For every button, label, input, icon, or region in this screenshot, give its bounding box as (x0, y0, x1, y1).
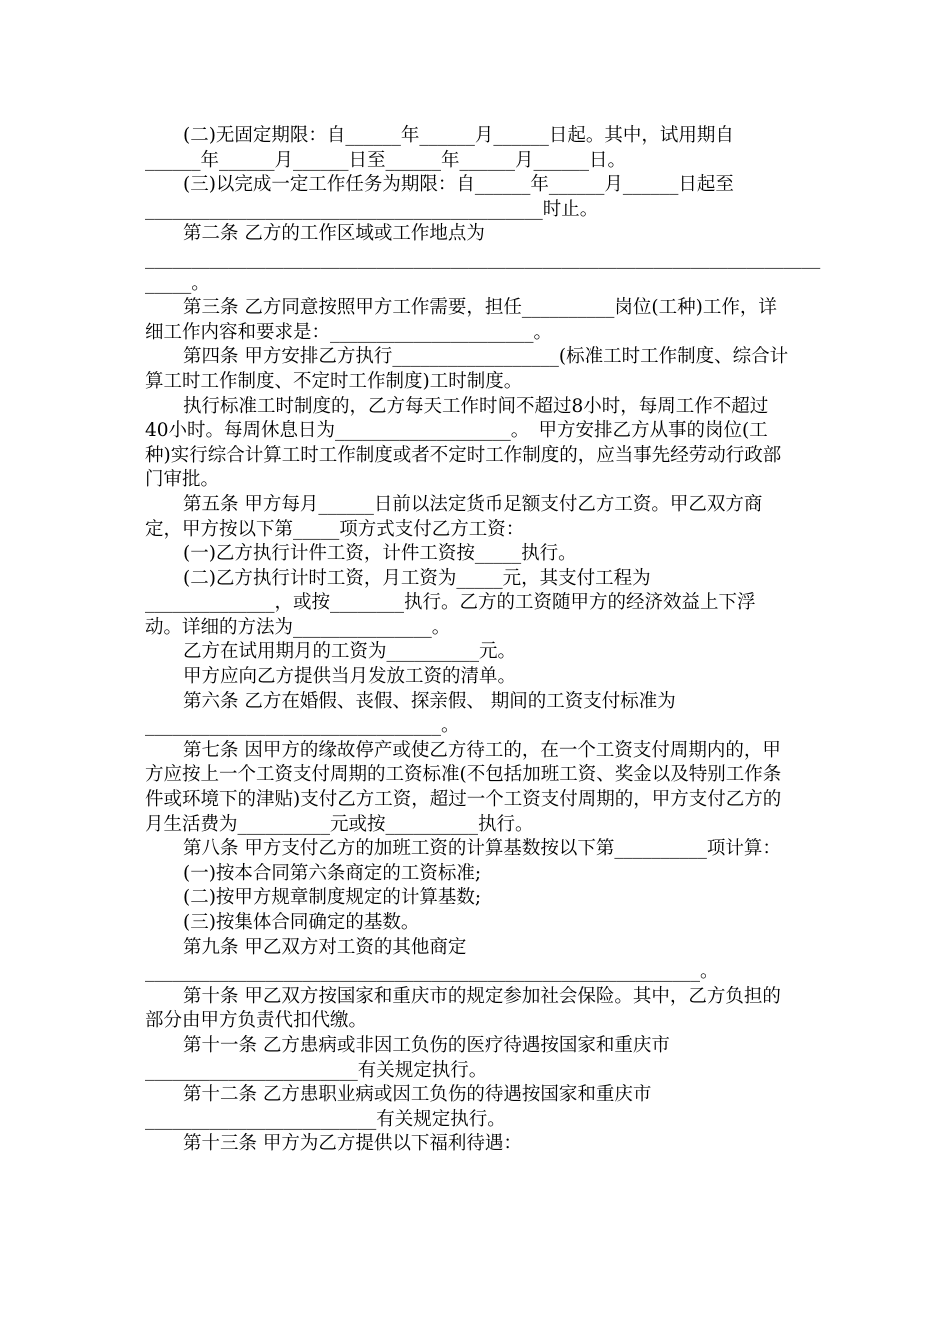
contract-line: 执行标准工时制度的，乙方每天工作时间不超过8小时，每周工作不超过 (183, 395, 769, 417)
contract-line: 第十二条 乙方患职业病或因工负伤的待遇按国家和重庆市 (183, 1084, 652, 1106)
contract-line: ______年______月______日至______年______月______日。 (145, 149, 627, 171)
contract-line: (二)按甲方规章制度规定的计算基数; (183, 887, 482, 909)
contract-line: 第十条 甲乙双方按国家和重庆市的规定参加社会保险。其中，乙方负担的 (183, 985, 781, 1007)
contract-line: (一)按本合同第六条商定的工资标准; (183, 862, 482, 884)
contract-page (145, 124, 821, 1157)
contract-line: 第八条 甲方支付乙方的加班工资的计算基数按以下第__________项计算： (183, 838, 781, 860)
contract-line: 第三条 乙方同意按照甲方工作需要，担任__________岗位(工种)工作，详 (183, 297, 777, 319)
contract-line: 第五条 甲方每月______日前以法定货币足额支付乙方工资。甲乙双方商 (183, 493, 763, 515)
contract-line: 部分由甲方负责代扣代缴。 (145, 1010, 368, 1032)
contract-line: 算工时工作制度、不定时工作制度)工时制度。 (145, 370, 523, 392)
contract-line: ___________________________________________时止。 (145, 198, 599, 220)
contract-line: (二)乙方执行计时工资，月工资为_____元，其支付工程为 (183, 567, 651, 589)
contract-line: _____。 (145, 272, 210, 294)
contract-line: ______________，或按________执行。乙方的工资随甲方的经济效益上下浮 (145, 592, 756, 614)
contract-line: (二)无固定期限：自______年______月______日起。其中，试用期自 (183, 125, 734, 146)
contract-line: _________________________有关规定执行。 (145, 1108, 506, 1130)
contract-line: (三)以完成一定工作任务为期限：自______年______月______日起至 (183, 174, 734, 196)
contract-line: 第十一条 乙方患病或非因工负伤的医疗待遇按国家和重庆市 (183, 1034, 670, 1056)
contract-line: 第六条 乙方在婚假、丧假、探亲假、 期间的工资支付标准为 (183, 690, 676, 712)
contract-line: 细工作内容和要求是：______________________。 (145, 321, 553, 343)
contract-line: 甲方应向乙方提供当月发放工资的清单。 (183, 666, 517, 688)
contract-line: 方应按上一个工资支付周期的工资标准(不包括加班工资、奖金以及特别工作条 (145, 764, 782, 786)
contract-line: _________________________________________________________________________ (145, 247, 821, 269)
contract-line: 月生活费为__________元或按__________执行。 (145, 813, 534, 835)
contract-line: 40小时。每周休息日为___________________。 甲方安排乙方从事的岗位(工 (145, 420, 768, 442)
contract-line: 定，甲方按以下第_____项方式支付乙方工资： (145, 518, 525, 540)
contract-line: ____________________________________________________________。 (145, 961, 719, 983)
contract-line: 件或环境下的津贴)支付乙方工资，超过一个工资支付周期的，甲方支付乙方的 (145, 789, 782, 811)
contract-line: (一)乙方执行计件工资，计件工资按_____执行。 (183, 543, 577, 565)
contract-line: 第七条 因甲方的缘故停产或使乙方待工的，在一个工资支付周期内的，甲 (183, 739, 781, 761)
contract-line: 第二条 乙方的工作区域或工作地点为 (183, 223, 485, 245)
contract-line: 第九条 甲乙双方对工资的其他商定 (183, 936, 467, 958)
contract-line: 第四条 甲方安排乙方执行__________________(标准工时工作制度、综合计 (183, 346, 789, 368)
contract-line: 门审批。 (145, 469, 220, 491)
contract-line: 种)实行综合计算工时工作制度或者不定时工作制度的，应当事先经劳动行政部 (145, 444, 782, 466)
contract-line: 乙方在试用期月的工资为__________元。 (183, 641, 517, 663)
contract-line: ________________________________。 (145, 715, 460, 737)
contract-line: _______________________有关规定执行。 (145, 1059, 488, 1081)
contract-line: 动。详细的方法为_______________。 (145, 616, 451, 638)
contract-line: (三)按集体合同确定的基数。 (183, 912, 420, 933)
contract-line: 第十三条 甲方为乙方提供以下福利待遇： (183, 1133, 522, 1155)
